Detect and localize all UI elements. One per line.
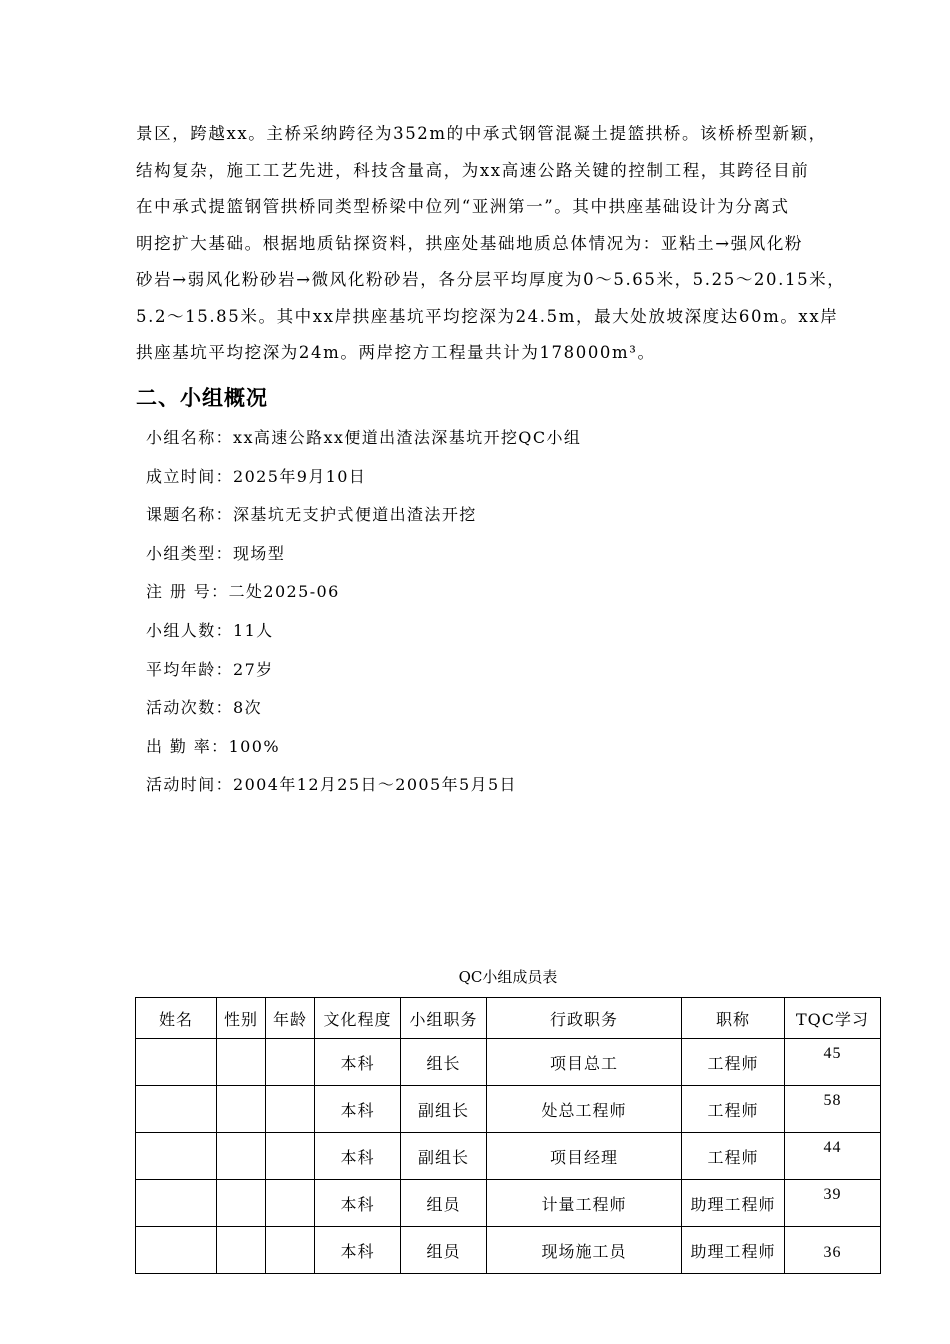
cell-admin-role: 项目总工: [487, 1039, 682, 1086]
info-label: 小组类型：: [146, 543, 234, 563]
cell-education: 本科: [315, 1039, 401, 1086]
table-row: [136, 1086, 881, 1133]
info-label: 小组人数：: [146, 620, 234, 640]
cell-group-role: 组长: [401, 1039, 487, 1086]
cell-tqc: 45: [785, 1039, 881, 1086]
info-label: 小组名称：: [146, 428, 234, 447]
cell-title: 助理工程师: [682, 1180, 785, 1227]
cell-education: 本科: [315, 1133, 401, 1180]
info-label: 活动次数：: [146, 698, 234, 718]
header-name: 姓名: [136, 998, 217, 1039]
cell-gender: [217, 1227, 266, 1274]
intro-line: 5.2～15.85米。其中xx岸拱座基坑平均挖深为24.5m，最大处放坡深度达60m。xx岸: [136, 306, 839, 326]
info-value: 2004年12月25日～2005年5月5日: [233, 775, 517, 795]
intro-line: 拱座基坑平均挖深为24m。两岸挖方工程量共计为178000m³。: [136, 343, 656, 362]
info-row-name: [146, 424, 581, 463]
header-gender: 性别: [217, 998, 266, 1039]
intro-line: 在中承式提篮钢管拱桥同类型桥梁中位列“亚洲第一”。其中拱座基础设计为分离式: [136, 197, 790, 216]
info-row-founded: [146, 463, 581, 502]
cell-admin-role: 处总工程师: [487, 1086, 682, 1133]
cell-age: [266, 1180, 315, 1227]
info-row-attendance: [146, 733, 581, 772]
cell-title: 工程师: [682, 1133, 785, 1180]
header-group-role: 小组职务: [401, 998, 487, 1039]
header-education: 文化程度: [315, 998, 401, 1039]
info-row-period: [146, 771, 581, 810]
cell-name: [136, 1039, 217, 1086]
info-row-topic: [146, 501, 581, 540]
cell-gender: [217, 1180, 266, 1227]
cell-title: 工程师: [682, 1039, 785, 1086]
info-label: 课题名称：: [146, 505, 234, 525]
cell-name: [136, 1227, 217, 1274]
cell-name: [136, 1086, 217, 1133]
intro-paragraph: [136, 116, 876, 372]
header-admin-role: 行政职务: [487, 998, 682, 1039]
intro-line: 结构复杂，施工工艺先进，科技含量高，为xx高速公路关键的控制工程，其跨径目前: [136, 160, 810, 180]
info-label: 成立时间：: [146, 466, 234, 486]
cell-admin-role: 计量工程师: [487, 1180, 682, 1227]
info-row-members: [146, 617, 581, 656]
header-tqc: TQC学习: [785, 998, 881, 1039]
info-label: 平均年龄：: [146, 659, 234, 679]
info-row-activities: [146, 694, 581, 733]
section-title: 二、小组概况: [136, 386, 268, 410]
cell-age: [266, 1227, 315, 1274]
cell-tqc: 39: [785, 1180, 881, 1227]
intro-line: 景区，跨越xx。主桥采纳跨径为352m的中承式钢管混凝土提篮拱桥。该桥桥型新颖，: [136, 124, 827, 143]
cell-education: 本科: [315, 1227, 401, 1274]
cell-education: 本科: [315, 1086, 401, 1133]
info-label: 出 勤 率：: [146, 736, 229, 756]
cell-admin-role: 项目经理: [487, 1133, 682, 1180]
info-value: 二处2025-06: [228, 582, 340, 602]
cell-tqc: 58: [785, 1086, 881, 1133]
info-row-type: [146, 540, 581, 579]
cell-age: [266, 1086, 315, 1133]
info-label: 注 册 号：: [146, 582, 229, 602]
info-value: 2025年9月10日: [233, 466, 367, 486]
info-value: 8次: [233, 698, 262, 718]
info-value: 100%: [228, 736, 280, 756]
table-row: [136, 1180, 881, 1227]
table-row: [136, 1133, 881, 1180]
cell-tqc: 44: [785, 1133, 881, 1180]
cell-name: [136, 1180, 217, 1227]
cell-group-role: 组员: [401, 1227, 487, 1274]
table-row: [136, 1039, 881, 1086]
info-value: 27岁: [233, 659, 274, 679]
info-value: 11人: [233, 620, 274, 640]
table-row: [136, 1227, 881, 1274]
cell-gender: [217, 1133, 266, 1180]
table-caption: QC小组成员表: [458, 968, 558, 986]
cell-name: [136, 1133, 217, 1180]
cell-group-role: 副组长: [401, 1086, 487, 1133]
group-info-list: [146, 424, 581, 810]
cell-gender: [217, 1086, 266, 1133]
cell-group-role: 组员: [401, 1180, 487, 1227]
info-row-age: [146, 656, 581, 695]
cell-title: 助理工程师: [682, 1227, 785, 1274]
cell-age: [266, 1039, 315, 1086]
info-value: xx高速公路xx便道出渣法深基坑开挖QC小组: [233, 428, 582, 447]
info-row-registration: [146, 578, 581, 617]
cell-gender: [217, 1039, 266, 1086]
table-header-row: [136, 998, 881, 1039]
cell-age: [266, 1133, 315, 1180]
header-age: 年龄: [266, 998, 315, 1039]
intro-line: 明挖扩大基础。根据地质钻探资料，拱座处基础地质总体情况为：亚粘土→强风化粉: [136, 233, 804, 253]
info-value: 深基坑无支护式便道出渣法开挖: [233, 505, 477, 525]
info-value: 现场型: [233, 543, 286, 563]
cell-group-role: 副组长: [401, 1133, 487, 1180]
cell-title: 工程师: [682, 1086, 785, 1133]
cell-tqc: 36: [785, 1227, 881, 1274]
cell-admin-role: 现场施工员: [487, 1227, 682, 1274]
intro-line: 砂岩→弱风化粉砂岩→微风化粉砂岩，各分层平均厚度为0～5.65米，5.25～20.15米，: [136, 270, 846, 289]
cell-education: 本科: [315, 1180, 401, 1227]
members-table: [135, 997, 881, 1274]
header-title: 职称: [682, 998, 785, 1039]
info-label: 活动时间：: [146, 775, 234, 795]
